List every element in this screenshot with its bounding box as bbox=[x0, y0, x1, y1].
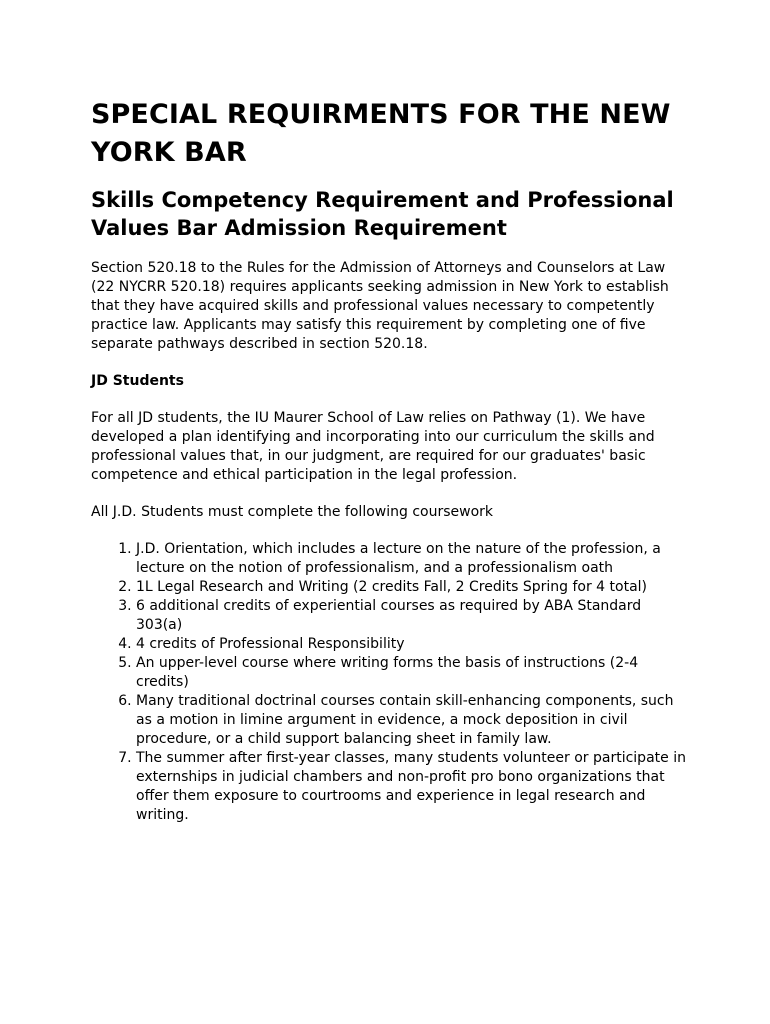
coursework-intro: All J.D. Students must complete the following coursework bbox=[91, 504, 494, 520]
coursework-item: 2. 1L Legal Research and Writing (2 credits Fall, 2 Credits Spring for 4 total) bbox=[136, 578, 691, 597]
section-heading-jd-students: JD Students bbox=[91, 373, 184, 389]
coursework-item: 3. 6 additional credits of experiential courses as required by ABA Standard 303(a) bbox=[136, 597, 691, 635]
page-title: SPECIAL REQUIRMENTS FOR THE NEW YORK BAR bbox=[91, 99, 671, 168]
coursework-list bbox=[91, 540, 691, 825]
coursework-item: 5. An upper-level course where writing forms the basis of instructions (2-4 credits) bbox=[136, 654, 691, 692]
coursework-item: 4. 4 credits of Professional Responsibility bbox=[136, 635, 691, 654]
coursework-item: 6. Many traditional doctrinal courses contain skill-enhancing components, such as a motion in limine argument in evidence, a mock deposition in civil procedure, or a child support balancing sheet in family law. bbox=[136, 692, 691, 749]
page-subtitle: Skills Competency Requirement and Professional Values Bar Admission Requirement bbox=[91, 188, 674, 240]
intro-paragraph: Section 520.18 to the Rules for the Admission of Attorneys and Counselors at Law (22 NYCRR 520.18) requires applicants seeking admission in New York to establish that they have acquired skills and professional values necessary to competently practice law. Applicants may satisfy this requirement by completing one of five separate pathways described in section 520.18. bbox=[91, 260, 669, 352]
coursework-item: 1. J.D. Orientation, which includes a lecture on the nature of the profession, a lecture on the notion of professionalism, and a professionalism oath bbox=[136, 540, 691, 578]
jd-students-paragraph: For all JD students, the IU Maurer School of Law relies on Pathway (1). We have developed a plan identifying and incorporating into our curriculum the skills and professional values that, in our judgment, are required for our graduates' basic competence and ethical participation in the legal profession. bbox=[91, 410, 655, 483]
document-page bbox=[91, 96, 691, 825]
coursework-item: 7. The summer after first-year classes, many students volunteer or participate in externships in judicial chambers and non-profit pro bono organizations that offer them exposure to courtrooms and experience in legal research and writing. bbox=[136, 749, 691, 825]
